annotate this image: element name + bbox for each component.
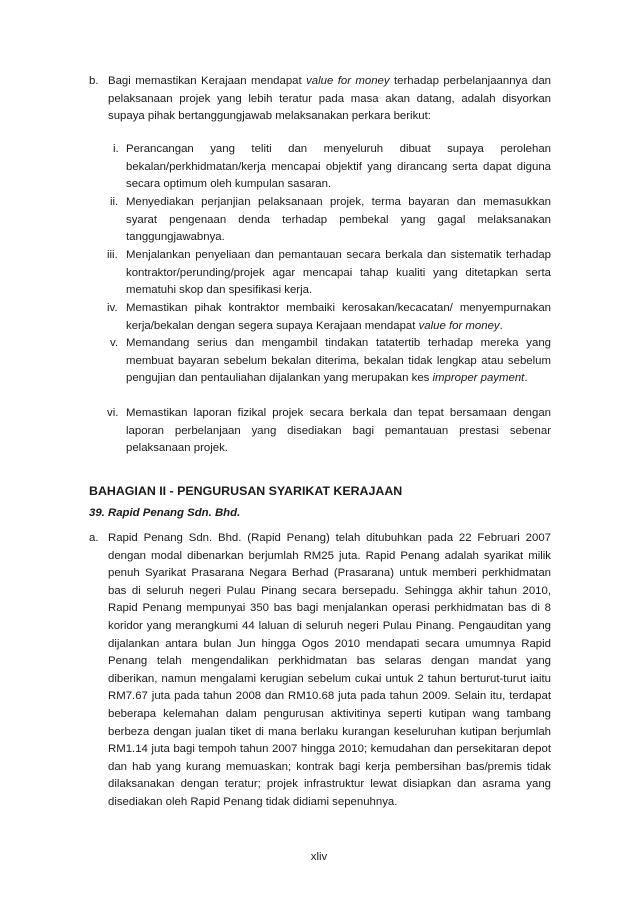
section-subheading: 39. Rapid Penang Sdn. Bhd. <box>89 507 241 519</box>
item-v-italic: improper payment <box>432 372 525 385</box>
section-a-text: Rapid Penang Sdn. Bhd. (Rapid Penang) telah ditubuhkan pada 22 Februari 2007 dengan modal dibenarkan berjumlah RM25 juta. Rapid Penang adalah syarikat milik penuh Syarikat Prasarana Negara Berhad (Prasarana) untuk memberi perkhidmatan bas di seluruh negeri Pulau Pinang secara bersepadu. Sehingga akhir tahun 2010, Rapid Penang mempunyai 350 bas bagi menjalankan operasi perkhidmatan bas di 8 koridor yang merangkumi 44 laluan di seluruh negeri Pulau Pinang. Pengauditan yang dijalankan antara bulan Jun hingga Ogos 2010 mendapati secara umumnya Rapid Penang telah mengendalikan perkhidmatan bas selaras dengan mandat yang diberikan, namun mengalami kerugian sebelum cukai untuk 2 tahun berturut-turut iaitu RM7.67 juta pada tahun 2008 dan RM10.68 juta pada tahun 2009. Selain itu, terdapat beberapa kelemahan dalam pengurusan aktivitinya seperti kutipan wang tambang berbeza dengan jualan tiket di mana berlaku kurangan keseluruhan kutipan berjumlah RM1.14 juta bagi tempoh tahun 2007 hingga 2010; kemudahan dan persekitaran depot dan hab yang kurang memuaskan; kontrak bagi kerja pembersihan bas/premis tidak dilaksanakan dengan teratur; projek infrastruktur lewat disiapkan dan asrama yang disediakan oleh Rapid Penang tidak didiami sepenuhnya. <box>108 532 551 808</box>
item-i-marker: i. <box>113 143 119 155</box>
item-vi-marker: vi. <box>107 407 119 419</box>
item-iv-italic: value for money <box>418 319 500 332</box>
section-b-italic: value for money <box>306 75 390 87</box>
item-v-paragraph <box>126 335 551 388</box>
item-v-text: Memandang serius dan mengambil tindakan tatatertib terhadap mereka yang membuat bayaran sebelum bekalan diterima, bekalan tidak lengkap atau sebelum pengujian dan pentauliahan dijalankan yang merupakan kes <box>126 337 551 385</box>
item-iv-text: Memastikan pihak kontraktor membaiki kerosakan/kecacatan/ menyempurnakan kerja/bekalan dengan segera supaya Kerajaan mendapat <box>126 302 551 332</box>
item-iv-paragraph <box>126 300 551 335</box>
item-v-marker: v. <box>110 337 119 349</box>
item-vi-text: Memastikan laporan fizikal projek secara berkala dan tepat bersamaan dengan laporan perbelanjaan yang disediakan bagi pemantauan prestasi sebenar pelaksanaan projek. <box>126 407 551 455</box>
item-v-text-after: . <box>524 372 528 385</box>
item-i-paragraph <box>126 141 551 194</box>
page-number: xliv <box>310 851 328 863</box>
item-iv-marker: iv. <box>107 302 118 314</box>
item-ii-text: Menyediakan perjanjian pelaksanaan projek, terma bayaran dan memasukkan syarat pengenaan denda terhadap pembekal yang gagal melaksanakan tanggungjawabnya. <box>126 196 551 244</box>
item-ii-paragraph <box>126 194 551 247</box>
section-b-text-after: terhadap perbelanjaannya dan pelaksanaan projek yang lebih teratur pada masa akan datang, adalah disyorkan supaya pihak bertanggungjawab melaksanakan perkara berikut: <box>108 75 551 123</box>
item-iii-paragraph <box>126 247 551 300</box>
section-a-marker: a. <box>89 532 99 544</box>
item-iv-text-after: . <box>499 319 503 332</box>
item-iii-text: Menjalankan penyeliaan dan pemantauan secara berkala dan sistematik terhadap kontraktor/perunding/projek agar mencapai tahap kualiti yang ditetapkan serta mematuhi skop dan spesifikasi kerja. <box>126 249 551 297</box>
item-iii-marker: iii. <box>107 249 118 261</box>
section-a-paragraph <box>108 530 551 812</box>
item-vi-paragraph <box>126 405 551 458</box>
part-heading: BAHAGIAN II - PENGURUSAN SYARIKAT KERAJAAN <box>89 484 403 498</box>
section-b-paragraph <box>108 73 551 126</box>
item-ii-marker: ii. <box>110 196 119 208</box>
section-b-text: Bagi memastikan Kerajaan mendapat <box>108 75 307 87</box>
section-b-marker: b. <box>89 75 99 87</box>
item-i-text: Perancangan yang teliti dan menyeluruh dibuat supaya perolehan bekalan/perkhidmatan/kerja mencapai objektif yang dirancang serta dapat diguna secara optimum oleh kumpulan sasaran. <box>126 143 551 191</box>
